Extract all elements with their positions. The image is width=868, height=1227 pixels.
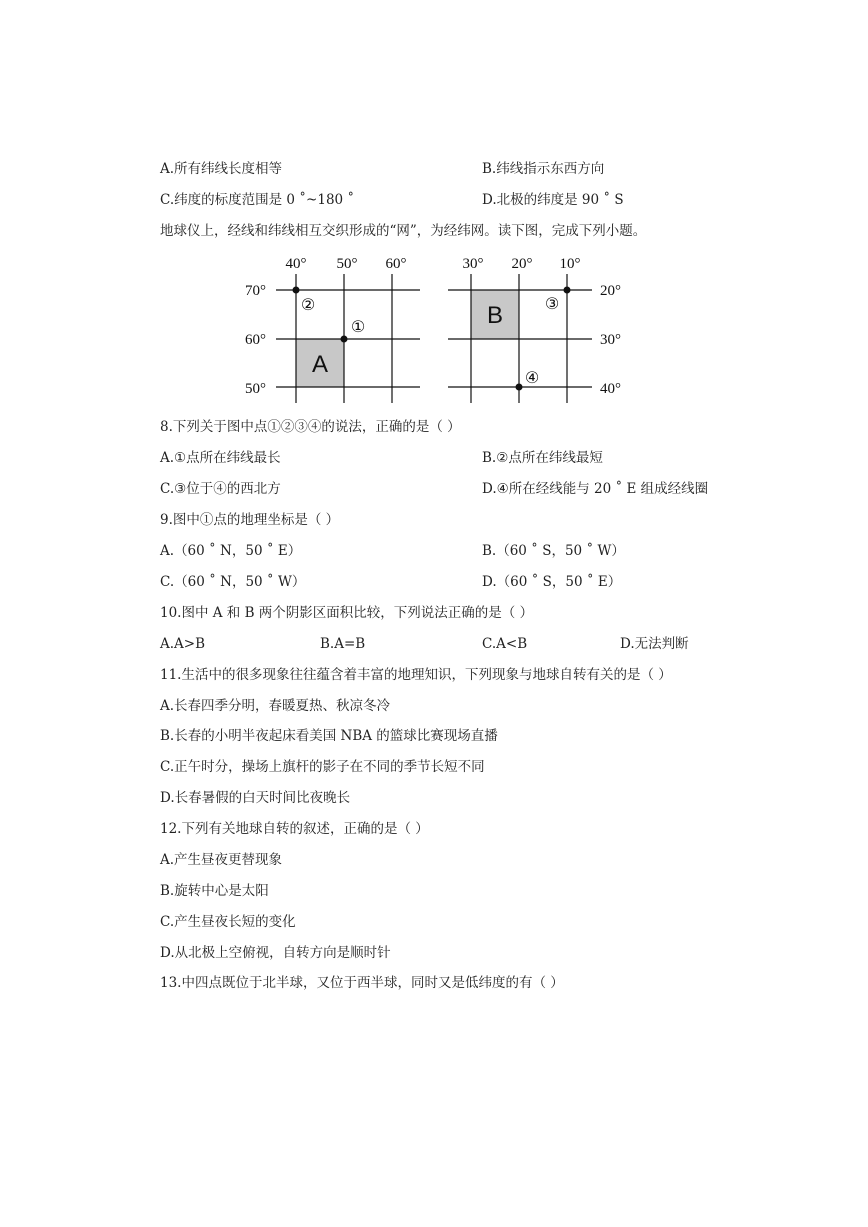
q10-option-b: B.A=B bbox=[320, 636, 366, 652]
q12-stem: 12.下列有关地球自转的叙述，正确的是（ ） bbox=[160, 821, 429, 837]
right-side-label-3: 40° bbox=[600, 381, 621, 397]
q8-option-c: C.③位于④的西北方 bbox=[160, 481, 281, 497]
point-2-dot bbox=[293, 287, 300, 294]
q8-option-d: D.④所在经线能与 20 ˚ E 组成经线圈 bbox=[482, 481, 709, 497]
left-side-label-2: 60° bbox=[245, 332, 266, 348]
q7-option-b: B.纬线指示东西方向 bbox=[482, 161, 605, 177]
shaded-label-a: A bbox=[311, 351, 329, 378]
right-side-label-1: 20° bbox=[600, 283, 621, 299]
intro-text: 地球仪上，经线和纬线相互交织形成的“网”，为经纬网。读下图，完成下列小题。 bbox=[160, 223, 647, 239]
q9-option-c: C.（60 ˚ N，50 ˚ W） bbox=[160, 574, 306, 590]
q10-option-a: A.A>B bbox=[160, 636, 206, 652]
right-top-label-3: 10° bbox=[559, 256, 581, 272]
q8-option-a: A.①点所在纬线最长 bbox=[160, 450, 281, 466]
q10-option-c: C.A<B bbox=[482, 636, 528, 652]
left-side-label-1: 70° bbox=[245, 283, 266, 299]
q11-stem: 11.生活中的很多现象往往蕴含着丰富的地理知识，下列现象与地球自转有关的是（ ） bbox=[160, 667, 672, 683]
q9-option-a: A.（60 ˚ N，50 ˚ E） bbox=[160, 543, 302, 559]
q12-option-d: D.从北极上空俯视，自转方向是顺时针 bbox=[160, 945, 391, 961]
point-2-label: ② bbox=[300, 295, 316, 314]
right-top-label-2: 20° bbox=[511, 256, 533, 272]
q12-option-a: A.产生昼夜更替现象 bbox=[160, 852, 283, 868]
q7-option-a: A.所有纬线长度相等 bbox=[160, 161, 283, 177]
point-4-dot bbox=[516, 384, 523, 391]
point-1-label: ① bbox=[350, 317, 366, 336]
q10-stem: 10.图中 A 和 B 两个阴影区面积比较，下列说法正确的是（ ） bbox=[160, 605, 534, 621]
left-top-label-2: 50° bbox=[336, 256, 358, 272]
q9-stem: 9.图中①点的地理坐标是（ ） bbox=[160, 512, 340, 528]
q11-option-b: B.长春的小明半夜起床看美国 NBA 的篮球比赛现场直播 bbox=[160, 728, 498, 744]
graticule-figure bbox=[230, 248, 640, 410]
q13-stem: 13.中四点既位于北半球，又位于西半球，同时又是低纬度的有（ ） bbox=[160, 975, 564, 991]
left-side-label-3: 50° bbox=[245, 381, 266, 397]
q9-option-d: D.（60 ˚ S，50 ˚ E） bbox=[482, 574, 622, 590]
q12-option-b: B.旋转中心是太阳 bbox=[160, 883, 269, 899]
q10-option-d: D.无法判断 bbox=[620, 636, 689, 652]
q11-option-c: C.正午时分，操场上旗杆的影子在不同的季节长短不同 bbox=[160, 759, 485, 775]
q7-option-d: D.北极的纬度是 90 ˚ S bbox=[482, 192, 624, 208]
q8-stem: 8.下列关于图中点①②③④的说法，正确的是（ ） bbox=[160, 419, 461, 435]
right-top-label-1: 30° bbox=[462, 256, 484, 272]
q11-option-d: D.长春暑假的白天时间比夜晚长 bbox=[160, 790, 351, 806]
left-top-label-1: 40° bbox=[285, 256, 307, 272]
point-4-label: ④ bbox=[524, 368, 540, 387]
point-3-label: ③ bbox=[544, 294, 560, 313]
left-top-label-3: 60° bbox=[385, 256, 407, 272]
q12-option-c: C.产生昼夜长短的变化 bbox=[160, 914, 296, 930]
right-grid bbox=[448, 256, 621, 403]
shaded-label-b: B bbox=[486, 302, 504, 329]
q11-option-a: A.长春四季分明，春暖夏热、秋凉冬冷 bbox=[160, 698, 391, 714]
point-1-dot bbox=[341, 336, 348, 343]
q8-option-b: B.②点所在纬线最短 bbox=[482, 450, 603, 466]
point-3-dot bbox=[564, 287, 571, 294]
q7-option-c: C.纬度的标度范围是 0 ˚~180 ˚ bbox=[160, 192, 355, 208]
left-grid bbox=[245, 256, 420, 403]
q9-option-b: B.（60 ˚ S，50 ˚ W） bbox=[482, 543, 625, 559]
right-side-label-2: 30° bbox=[600, 332, 621, 348]
